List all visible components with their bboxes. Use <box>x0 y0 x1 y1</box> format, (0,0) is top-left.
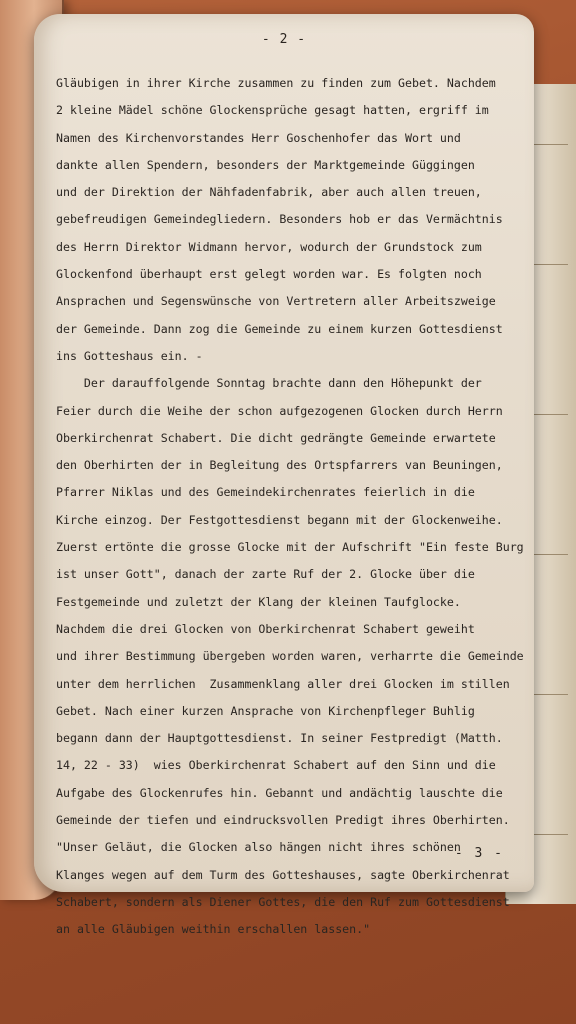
page-body-text <box>56 70 526 944</box>
text-line: ins Gotteshaus ein. - <box>56 348 203 363</box>
text-line: Gemeinde der tiefen und eindrucksvollen Predigt ihres Oberhirten. <box>56 813 510 828</box>
text-line: ist unser Gott", danach der zarte Ruf der 2. Glocke über die <box>56 567 475 582</box>
text-line: Feier durch die Weihe der schon aufgezogenen Glocken durch Herrn <box>56 403 503 418</box>
typewritten-page <box>34 14 534 937</box>
text-line: gebefreudigen Gemeindegliedern. Besonders hob er das Vermächtnis <box>56 212 503 227</box>
text-line: dankte allen Spendern, besonders der Marktgemeinde Güggingen <box>56 157 475 172</box>
text-line: Ansprachen und Segenswünsche von Vertretern aller Arbeitszweige <box>56 294 496 309</box>
text-line: der Gemeinde. Dann zog die Gemeinde zu einem kurzen Gottesdienst <box>56 321 503 336</box>
text-line: begann dann der Hauptgottesdienst. In seiner Festpredigt (Matth. <box>56 731 503 746</box>
text-line: Klanges wegen auf dem Turm des Gotteshauses, sagte Oberkirchenrat <box>56 867 510 882</box>
text-line: Pfarrer Niklas und des Gemeindekirchenrates feierlich in die <box>56 485 475 500</box>
text-line: 2 kleine Mädel schöne Glockensprüche gesagt hatten, ergriff im <box>56 103 489 118</box>
text-line: Zuerst ertönte die grosse Glocke mit der Aufschrift "Ein feste Burg <box>56 540 524 555</box>
page-number-next: - 3 - <box>454 846 504 861</box>
text-line: den Oberhirten der in Begleitung des Ortspfarrers van Beuningen, <box>56 458 503 473</box>
text-line: unter dem herrlichen Zusammenklang aller drei Glocken im stillen <box>56 676 510 691</box>
text-line: Aufgabe des Glockenrufes hin. Gebannt und andächtig lauschte die <box>56 785 503 800</box>
text-line: an alle Gläubigen weithin erschallen lassen." <box>56 922 371 937</box>
text-line: Oberkirchenrat Schabert. Die dicht gedrängte Gemeinde erwartete <box>56 430 496 445</box>
text-line: und ihrer Bestimmung übergeben worden waren, verharrte die Gemeinde <box>56 649 524 664</box>
text-line: Schabert, sondern als Diener Gottes, die den Ruf zum Gottesdienst <box>56 894 510 909</box>
text-line: Gläubigen in ihrer Kirche zusammen zu finden zum Gebet. Nachdem <box>56 76 496 90</box>
text-line: Kirche einzog. Der Festgottesdienst begann mit der Glockenweihe. <box>56 512 503 527</box>
text-line: des Herrn Direktor Widmann hervor, wodurch der Grundstock zum <box>56 239 482 254</box>
text-line: 14, 22 - 33) wies Oberkirchenrat Schabert auf den Sinn und die <box>56 758 496 773</box>
page-number-top: - 2 - <box>261 32 307 47</box>
text-line: Namen des Kirchenvorstandes Herr Goschenhofer das Wort und <box>56 130 461 145</box>
text-line: "Unser Geläut, die Glocken also hängen nicht ihres schönen <box>56 840 461 855</box>
text-line: Festgemeinde und zuletzt der Klang der kleinen Taufglocke. <box>56 594 461 609</box>
text-line: Nachdem die drei Glocken von Oberkirchenrat Schabert geweiht <box>56 621 475 636</box>
text-line: Gebet. Nach einer kurzen Ansprache von Kirchenpfleger Buhlig <box>56 703 475 718</box>
text-line: Glockenfond überhaupt erst gelegt worden war. Es folgten noch <box>56 267 482 282</box>
text-line: Der darauffolgende Sonntag brachte dann den Höhepunkt der <box>56 376 482 391</box>
text-line: und der Direktion der Nähfadenfabrik, aber auch allen treuen, <box>56 185 482 200</box>
